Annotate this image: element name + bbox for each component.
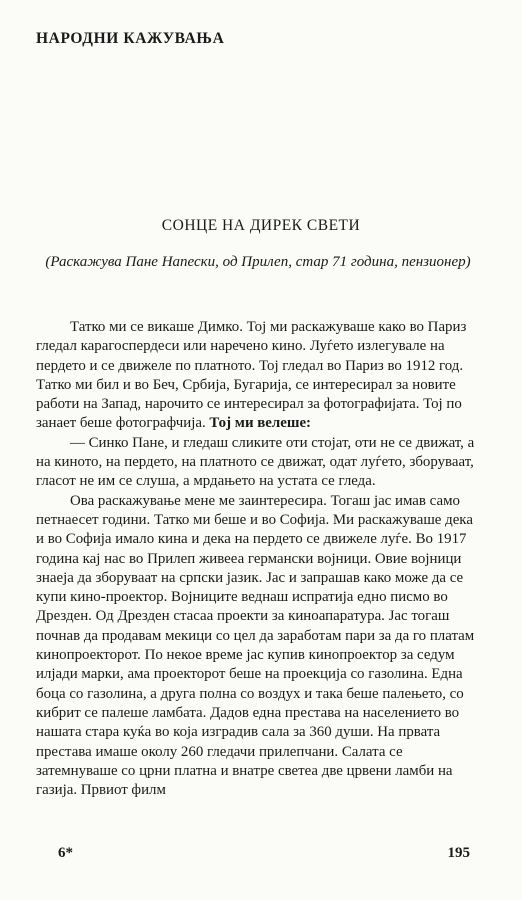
signature-mark: 6* xyxy=(58,845,73,861)
story-subtitle: (Раскажува Пане Напески, од Прилеп, стар 71 година, пензионер) xyxy=(45,254,471,270)
running-head: НАРОДНИ КАЖУВАЊА xyxy=(36,30,225,47)
paragraph-1-text: Татко ми се викаше Димко. Тој ми раскажуваше како во Париз гледал карагоспердеси или наречено кино. Луѓето излегувале на пердето и се движеле по платното. Тој гледал во Париз во 1912 год. Татко ми бил и во Беч, Србија, Бугарија, се интересирал за новите работи на Запад, нарочито се интересирал за фотографијата. Тој по занает беше фотографчија. xyxy=(36,319,467,432)
paragraph-3: Ова раскажување мене ме заинтересира. Тогаш јас имав само петнаесет години. Татко ми беше и во Софија. Ми раскажуваше дека и во Софија имало кина и дека на пердето се движеле луѓе. Во 1917 година кај нас во Прилеп живееа германски војници. Овие војници знаеја да зборуваат на српски јазик. Јас и запрашав како може да се купи кино-проектор. Војниците веднаш испратија едно писмо во Дрезден. Од Дрезден стасаа проекти за киноапаратура. Јас тогаш почнав да продавам мекици со цел да заработам пари за да го платам кинопроекторот. По некое време јас купив кинопроектор за седум илјади марки, ама проекторот беше на проекција со газолина. Една боца со газолина, а друга полна со воздух и така беше палењето, со кибрит се палеше ламбата. Дадов една престава на населението во нашата стара куќа во која изградив сала за 360 души. На првата престава имаше околу 260 гледачи прилепчани. Салата се затемнуваше со црни платна и внатре светеа две црвени ламби на газија. Првиот филм xyxy=(36,492,475,799)
paragraph-1 xyxy=(36,318,476,434)
page-number: 195 xyxy=(447,845,470,861)
paragraph-2: — Синко Пане, и гледаш сликите оти стојат, оти не се движат, а на киното, на пердето, на платното се движат, одат луѓето, зборуваат, гласот не им се слуша, а мрдањето на устата се гледа. xyxy=(36,434,475,490)
body-text xyxy=(36,318,476,800)
story-title: СОНЦЕ НА ДИРЕК СВЕТИ xyxy=(161,217,361,234)
paragraph-1-bold: Тој ми велеше: xyxy=(209,415,312,432)
